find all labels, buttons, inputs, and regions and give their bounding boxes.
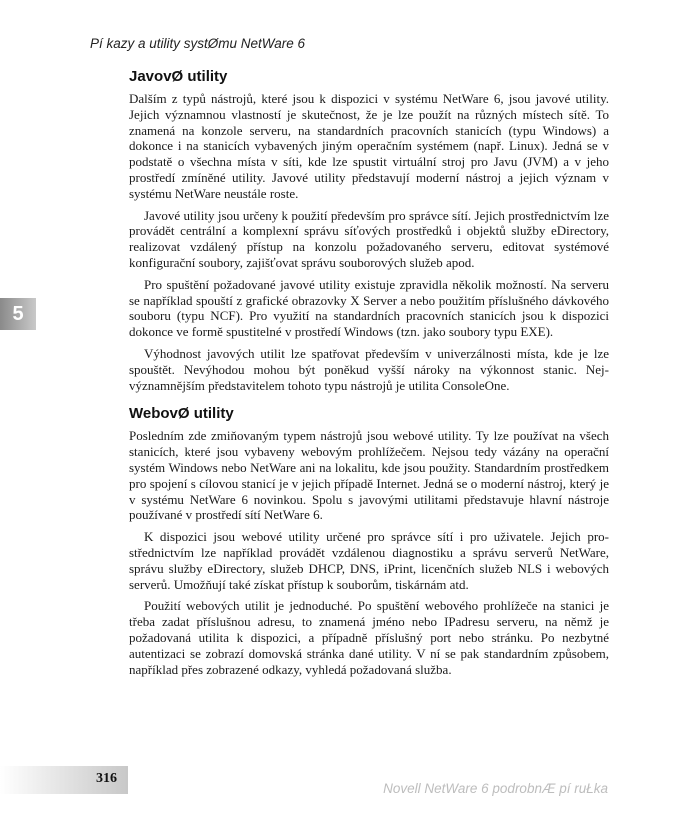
page-number: 316 bbox=[96, 771, 117, 786]
paragraph: Výhodnost javových utilit lze spatřovat především v univerzálnosti místa, kde je lze spouštět. Nevýhodou mohou být poněkud vyšší nároky na výkonnost stanic. Nejvýznamnějším představitelem tohoto typu nástrojů je utilita ConsoleOne. bbox=[129, 345, 609, 393]
section-heading-java-utilities: JavovØ utility bbox=[129, 68, 228, 85]
chapter-tab: 5 bbox=[0, 298, 36, 330]
page-content bbox=[129, 68, 609, 683]
paragraph: K dispozici jsou webové utility určené pro správce sítí i pro uživatele. Jejich prostřednictvím lze například provádět vzdálenou diagnostiku a správu serverů NetWare, správu služby eDirectory, služeb DHCP, DNS, iPrint, licenčních služeb NLS i webových serverů. Umožňují také získat přístup k souborům, tiskárnám atd. bbox=[129, 529, 609, 592]
paragraph: Javové utility jsou určeny k použití především pro správce sítí. Jejich prostřednictvím lze provádět centrální a komplexní správu síťových prostředků i objektů služby eDirectory, realizovat vzdálený přístup na konzolu požadovaného serveru, editovat systémové konfigurační soubory, zajišťovat správu souborových služeb apod. bbox=[129, 207, 609, 270]
paragraph: Použití webových utilit je jednoduché. Po spuštění webového prohlížeče na stanici je třeba zadat příslušnou adresu, to znamená jméno nebo IPadresu serveru, na němž je požadovaná utilita k dispozici, a případně příslušný port nebo stránku. Po nezbytné autentizaci se zobrazí domovská stránka dané utility. V ní se pak standardním způsobem, například přes zobrazené odkazy, vyhledá požadovaná služba. bbox=[129, 598, 609, 677]
paragraph: Posledním zde zmiňovaným typem nástrojů jsou webové utility. Ty lze používat na všech stanicích, které jsou vybaveny webovým prohlížečem. Nejsou tedy vázány na operační systém Windows nebo NetWare ani na lokalitu, kde jsou použity. Standardním prostředkem pro spojení s cílovou stanicí je v jejich případě Internet. Jedná se o moderní nástroj, který je v systému NetWare 6 novinkou. Spolu s javovými utilitami představuje hlavní nástroje používané v prostředí sítí NetWare 6. bbox=[129, 428, 609, 523]
running-head: Pí kazy a utility systØmu NetWare 6 bbox=[90, 36, 306, 51]
section-heading-web-utilities: WebovØ utility bbox=[129, 405, 234, 423]
paragraph: Pro spuštění požadované javové utility existuje zpravidla několik možností. Na serveru se například spouští z grafické obrazovky X Server a nebo použitím příslušného dávkového souboru (typu NCF). Pro využití na standardních pracovních stanicích jsou k dispozici dokonce ve formě spustitelné v prostředí Windows (tzn. jako soubory typu EXE). bbox=[129, 276, 609, 340]
running-foot: Novell NetWare 6 podrobnÆ pí ruŁka bbox=[383, 781, 608, 796]
paragraph: Dalším z typů nástrojů, které jsou k dispozici v systému NetWare 6, jsou javové utility. Jejich významnou vlastností je skutečnost, že je lze použít na různých místech sítě. To znamená na konzole serveru, na standardních pracovních stanicích (typu Windows) a dokonce i na stanicích vybavených jiným operačním systémem (např. Linux). Jedná se v podstatě o všechna místa v síti, kde lze spustit virtuální stroj pro Javu (JVM) a v jeho prostředí zmíněné utility. Javové utility představují moderní nástroj a jejich význam v systému NetWare neustále roste. bbox=[129, 91, 609, 201]
